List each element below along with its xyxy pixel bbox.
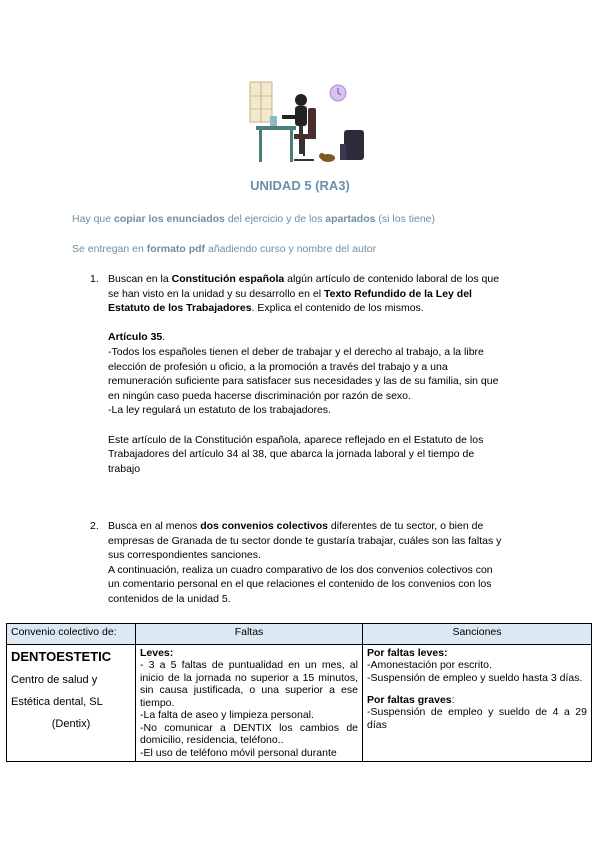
exercise-2-number: 2. xyxy=(90,520,99,532)
header-convenio: Convenio colectivo de: xyxy=(7,624,136,645)
exercise-2 xyxy=(90,519,530,607)
header-sanciones: Sanciones xyxy=(363,624,592,645)
article-line: elección de profesión u oficio, a la promoción a través del trabajo y a una xyxy=(108,360,448,373)
explanation-line: Trabajadores del artículo 34 al 38, que abarca la jornada laboral y el tiempo de xyxy=(108,448,475,461)
article-line: -La ley regulará un estatuto de los trabajadores. xyxy=(108,404,331,417)
sanciones-title-graves: Por faltas graves: xyxy=(367,694,455,706)
sanciones-title-leves: Por faltas leves: xyxy=(367,647,448,659)
explanation-line: Este artículo de la Constitución española, aparece reflejado en el Estatuto de los xyxy=(108,433,484,446)
sanciones-item: -Suspensión de empleo y sueldo de 4 a 29 días xyxy=(367,706,587,731)
faltas-item: - 3 a 5 faltas de puntualidad en un mes, al inicio de la jornada no superior a 15 minutos, sin causa justificada, o una superior a ese tiempo. xyxy=(140,659,358,709)
dog-icon xyxy=(319,153,335,162)
article-line: remuneración suficiente para satisfacer sus necesidades y las de su familia, sin que xyxy=(108,375,499,388)
company-short-name: (Dentix) xyxy=(51,718,91,730)
sanciones-item: -Amonestación por escrito. xyxy=(367,659,492,671)
company-cell xyxy=(7,645,136,762)
exercise-2-prompt-line: A continuación, realiza un cuadro comparativo de los dos convenios colectivos con xyxy=(108,563,493,576)
faltas-item: -La falta de aseo y limpieza personal. xyxy=(140,709,314,721)
explanation-line: trabajo xyxy=(108,462,141,475)
armchair-icon xyxy=(340,130,364,160)
faltas-item: -No comunicar a DENTIX los cambios de domicilio, residencia, teléfono.. xyxy=(140,721,358,746)
exercise-2-prompt-line: Busca en al menos dos convenios colectivos diferentes de tu sector, o bien de xyxy=(108,520,484,532)
faltas-cell xyxy=(136,645,363,762)
window-icon xyxy=(250,82,272,122)
comparison-table xyxy=(6,623,592,762)
exercise-1 xyxy=(90,272,520,476)
exercise-1-prompt-line: Estatuto de los Trabajadores. Explica el contenido de los mismos. xyxy=(108,302,424,315)
instruction-note-format: Se entregan en formato pdf añadiendo curso y nombre del autor xyxy=(72,243,377,255)
worker-at-desk-illustration xyxy=(244,78,374,166)
faltas-item: -El uso de teléfono móvil personal durante xyxy=(140,746,337,759)
exercise-2-prompt-line: sus correspondientes sanciones. xyxy=(108,549,261,562)
header-faltas: Faltas xyxy=(136,624,363,645)
exercise-1-prompt-line: Buscan en la Constitución española algún artículo de contenido laboral de los que xyxy=(108,273,500,285)
desk-icon xyxy=(256,116,296,162)
company-line: Estética dental, SL xyxy=(11,696,103,708)
company-brand: DENTOESTETIC xyxy=(11,649,112,664)
article-line: -Todos los españoles tienen el deber de trabajar y el derecho al trabajo, a la libre xyxy=(108,345,484,358)
table-row xyxy=(7,645,592,762)
clock-icon xyxy=(330,85,346,101)
article-line: en ningún caso pueda hacerse discriminación por razón de sexo. xyxy=(108,389,411,402)
sanciones-item: -Suspensión de empleo y sueldo hasta 3 días. xyxy=(367,671,583,684)
exercise-1-prompt-line: se han visto en la unidad y su desarrollo en el Texto Refundido de la Ley del xyxy=(108,287,472,300)
sanciones-cell xyxy=(363,645,592,762)
article-heading: Artículo 35. xyxy=(108,331,166,344)
exercise-2-prompt-line: empresas de Granada de tu sector donde te gustaría trabajar, cuáles son las faltas y xyxy=(108,534,502,547)
company-line: Centro de salud y xyxy=(11,674,98,686)
instruction-note-copy: Hay que copiar los enunciados del ejercicio y de los apartados (si los tiene) xyxy=(72,213,436,225)
exercise-2-prompt-line: un comentario personal en el que relaciones el contenido de los convenios con los xyxy=(108,578,492,591)
exercise-2-prompt-line: contenidos de la unidad 5. xyxy=(108,592,231,605)
exercise-1-number: 1. xyxy=(90,273,99,285)
table-header-row xyxy=(7,624,592,645)
page-title: UNIDAD 5 (RA3) xyxy=(250,178,350,193)
faltas-title: Leves: xyxy=(140,647,174,659)
